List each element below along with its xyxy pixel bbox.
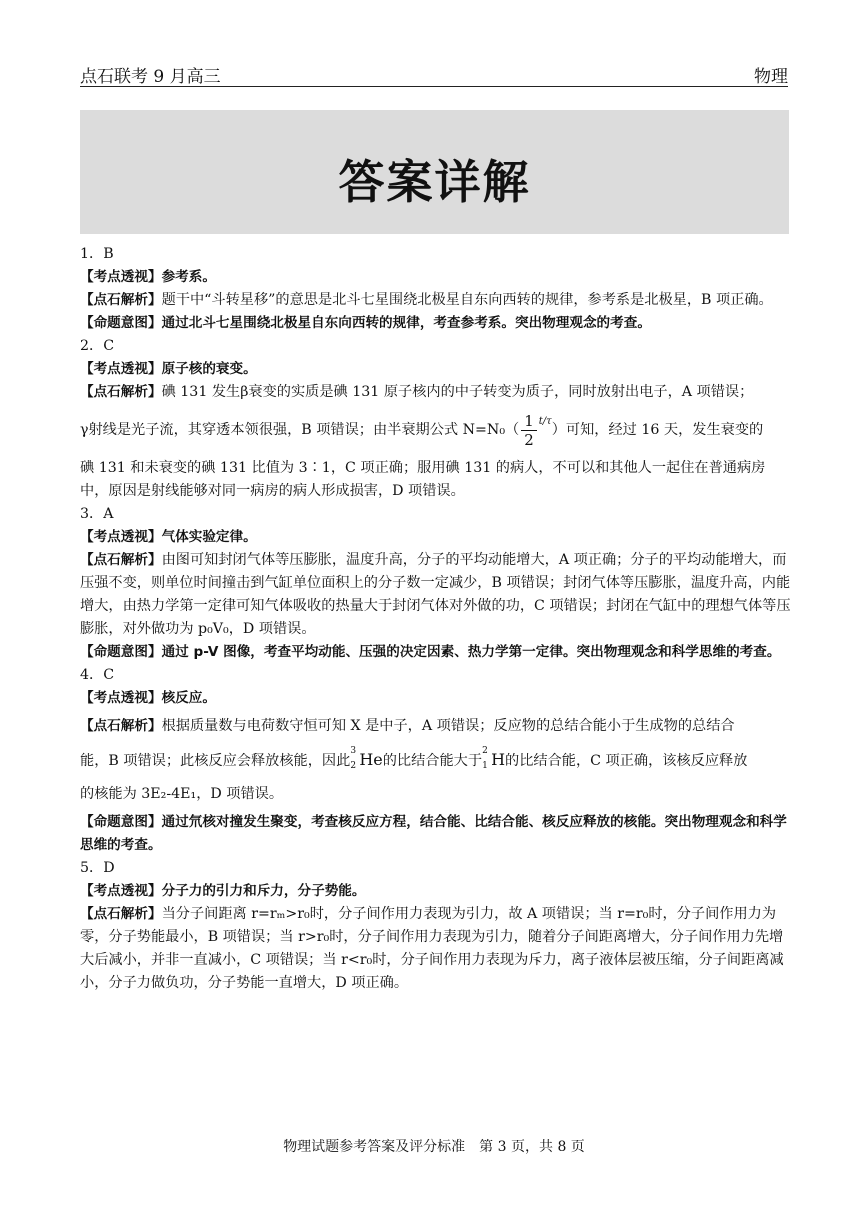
half-fraction bbox=[521, 412, 537, 449]
jx-text: 根据质量数与电荷数守恒可知 X 是中子，A 项错误；反应物的总结合能小于生成物的总结合 bbox=[161, 717, 735, 734]
mt-label: 【命题意图】 bbox=[80, 643, 162, 660]
kp-text: 参考系。 bbox=[161, 269, 216, 285]
q2-answer: 2．C bbox=[80, 338, 115, 354]
mt-text: 通过氘核对撞发生聚变，考查核反应方程，结合能、比结合能、核反应释放的核能。突出物理观念和科学思维的考查。 bbox=[80, 813, 787, 853]
q2-kp bbox=[80, 358, 792, 381]
q3-jx bbox=[80, 549, 792, 641]
kp-text: 核反应。 bbox=[161, 689, 216, 706]
jx-text: 的比结合能大于 bbox=[382, 752, 483, 769]
q4-answer: 4．C bbox=[80, 666, 115, 683]
mt-text: 通过 p-V 图像，考查平均动能、压强的决定因素、热力学第一定律。突出物理观念和科学思维的考查。 bbox=[161, 643, 781, 660]
jx-text: ）可知，经过 16 天，发生衰变的 bbox=[551, 422, 764, 438]
jx-text: 由图可知封闭气体等压膨胀，温度升高，分子的平均动能增大，A 项正确；分子的平均动能增大，而压强不变，则单位时间撞击到气缸单位面积上的分子数一定减少，B 项错误；封闭气体等压膨胀，温度升高，内能增大，由热力学第一定律可知气体吸收的热量大于封闭气体对外做的功，C 项错误；封闭在气缸中的理想气体等压膨胀，对外做功为 p₀V₀，D 项错误。 bbox=[80, 551, 791, 637]
page-header bbox=[80, 58, 788, 87]
jx-text: 题干中“斗转星移”的意思是北斗七星围绕北极星自东向西转的规律，参考系是北极星，B 项正确。 bbox=[161, 292, 773, 308]
element-symbol: H bbox=[491, 749, 506, 769]
q4-mt bbox=[80, 811, 792, 857]
jx-label: 【点石解析】 bbox=[80, 384, 162, 400]
kp-label: 【考点透视】 bbox=[80, 361, 162, 377]
helium-3-nuclide bbox=[350, 743, 382, 778]
q1-mt bbox=[80, 312, 792, 335]
jx-label: 【点石解析】 bbox=[80, 292, 162, 308]
exponent: t/τ bbox=[538, 416, 552, 427]
mt-label: 【命题意图】 bbox=[80, 315, 162, 331]
kp-text: 原子核的衰变。 bbox=[161, 361, 257, 377]
jx-label: 【点石解析】 bbox=[80, 717, 162, 734]
kp-label: 【考点透视】 bbox=[80, 528, 162, 545]
mt-text: 通过北斗七星围绕北极星自东向西转的规律，考查参考系。突出物理观念的考查。 bbox=[161, 315, 651, 331]
q4-nuclide-line bbox=[80, 743, 792, 778]
kp-text: 气体实验定律。 bbox=[161, 528, 257, 545]
kp-text: 分子力的引力和斥力，分子势能。 bbox=[161, 882, 366, 899]
q4-jx-cont: 的核能为 3E₂-4E₁，D 项错误。 bbox=[80, 785, 284, 802]
jx-text: 碘 131 发生β衰变的实质是碘 131 原子核内的中子转变为质子，同时放射出电子，A 项错误； bbox=[161, 384, 754, 400]
deuterium-nuclide bbox=[482, 743, 505, 778]
q3-answer: 3．A bbox=[80, 505, 114, 522]
q2-formula-line bbox=[80, 410, 792, 449]
q2-jx-cont: 碘 131 和未衰变的碘 131 比值为 3∶1，C 项正确；服用碘 131 的病人，不可以和其他人一起住在普通病房中，原因是射线能够对同一病房的病人形成损害，D 项错误。 bbox=[80, 459, 766, 499]
page-title: 答案详解 bbox=[338, 155, 531, 209]
subject-name: 物理 bbox=[754, 67, 788, 87]
atomic-number: 2 bbox=[350, 760, 357, 771]
jx-label: 【点石解析】 bbox=[80, 551, 162, 568]
jx-text: γ射线是光子流，其穿透本领很强，B 项错误；由半衰期公式 N=N₀（ bbox=[80, 422, 520, 438]
q2-jx bbox=[80, 381, 792, 404]
element-symbol: He bbox=[359, 749, 383, 769]
q4-kp bbox=[80, 687, 792, 710]
kp-label: 【考点透视】 bbox=[80, 689, 162, 706]
fraction-denominator: 2 bbox=[524, 430, 534, 449]
page-footer: 物理试题参考答案及评分标准 第 3 页，共 8 页 bbox=[283, 1139, 585, 1155]
jx-text: 当分子间距离 r=rₘ>r₀时，分子间作用力表现为引力，故 A 项错误；当 r=r₀时，分子间作用力为零，分子势能最小，B 项错误；当 r>r₀时，分子间作用力表现为引力，随着分子间距离增大，分子间作用力先增大后减小，并非一直减小，C 项错误；当 r<r₀时，分子间作用力表现为斥力，离子液体层被压缩，分子间距离减小，分子力做负功，分子势能一直增大，D 项正确。 bbox=[80, 905, 784, 991]
jx-label: 【点石解析】 bbox=[80, 905, 162, 922]
jx-text: 的比结合能，C 项正确，该核反应释放 bbox=[505, 752, 748, 769]
q5-jx bbox=[80, 903, 792, 995]
mass-number: 3 bbox=[350, 745, 357, 756]
q4-jx bbox=[80, 710, 792, 743]
q1-answer: 1．B bbox=[80, 246, 114, 262]
jx-text: 能，B 项错误；此核反应会释放核能，因此 bbox=[80, 752, 351, 769]
q5-kp bbox=[80, 880, 792, 903]
q1-kp bbox=[80, 266, 792, 289]
mass-number: 2 bbox=[482, 745, 488, 756]
exam-name: 点石联考 9 月高三 bbox=[80, 67, 221, 87]
fraction-numerator: 1 bbox=[521, 412, 537, 431]
atomic-number: 1 bbox=[482, 760, 488, 771]
answer-content bbox=[80, 243, 792, 995]
q5-answer: 5．D bbox=[80, 859, 115, 876]
kp-label: 【考点透视】 bbox=[80, 882, 162, 899]
mt-label: 【命题意图】 bbox=[80, 813, 162, 830]
q3-kp bbox=[80, 526, 792, 549]
title-banner bbox=[80, 110, 789, 234]
kp-label: 【考点透视】 bbox=[80, 269, 162, 285]
q3-mt bbox=[80, 641, 792, 664]
q1-jx bbox=[80, 289, 792, 312]
